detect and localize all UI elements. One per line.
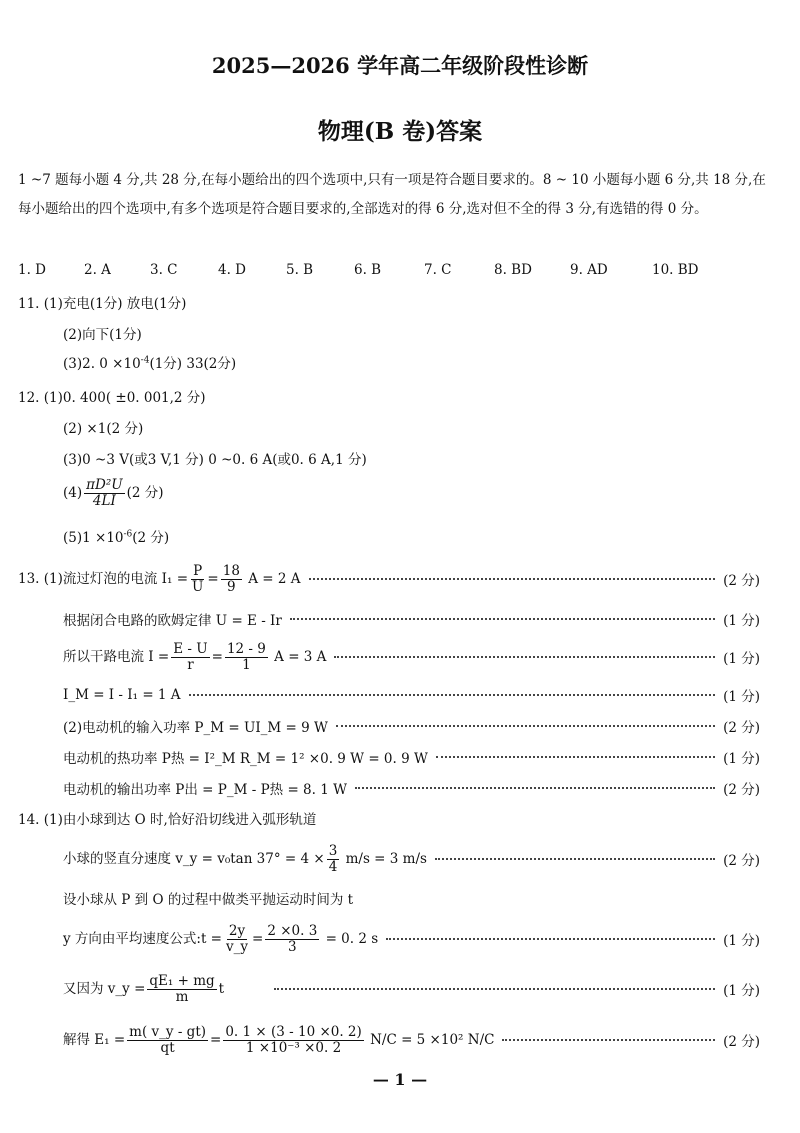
q14-r4a: y 方向由平均速度公式:t = bbox=[63, 930, 222, 947]
q12-line-1: 12. (1)0. 400( ±0. 001,2 分) bbox=[18, 390, 206, 406]
fraction-numerator: P bbox=[193, 562, 203, 579]
q13-r3a: 所以干路电流 I = bbox=[63, 648, 170, 665]
answer-item: 3. C bbox=[150, 262, 178, 278]
fraction-denominator: 1 ×10⁻³ ×0. 2 bbox=[245, 1039, 342, 1056]
dot-leader bbox=[435, 858, 715, 860]
q13-row-3 bbox=[63, 640, 760, 674]
answer-item: 6. B bbox=[354, 262, 382, 278]
answer-item: 4. D bbox=[218, 262, 246, 278]
q13-r1b: = bbox=[207, 570, 219, 587]
q13-r6-text: 电动机的热功率 P热 = I²_M R_M = 1² ×0. 9 W = 0. 9 W bbox=[63, 751, 428, 767]
q14-r5b: t bbox=[218, 980, 225, 997]
points-label: (1 分) bbox=[723, 613, 760, 629]
q14-r2b: m/s = 3 m/s bbox=[345, 850, 427, 867]
fraction-numerator: 2 ×0. 3 bbox=[267, 922, 318, 939]
q11-l3-tail: (1分) 33(2分) bbox=[149, 356, 237, 372]
choice-answers bbox=[18, 262, 778, 278]
points-label: (2 分) bbox=[723, 720, 760, 736]
fraction-denominator: qt bbox=[160, 1039, 175, 1056]
fraction-denominator: m bbox=[175, 988, 189, 1005]
q12-line-2: (2) ×1(2 分) bbox=[63, 421, 144, 437]
q13-r1c: A = 2 A bbox=[248, 570, 301, 587]
formula-fraction bbox=[327, 844, 340, 875]
points-label: (2 分) bbox=[723, 782, 760, 798]
points-label: (1 分) bbox=[723, 751, 760, 767]
fraction-numerator: m( v_y - gt) bbox=[129, 1023, 207, 1040]
q14-row-6 bbox=[63, 1020, 760, 1060]
formula-fraction bbox=[265, 924, 319, 955]
page-subtitle: 物理(B 卷)答案 bbox=[317, 118, 483, 145]
dot-leader bbox=[336, 725, 715, 727]
points-label: (1 分) bbox=[723, 651, 760, 667]
dot-leader bbox=[436, 756, 715, 758]
formula-fraction bbox=[224, 924, 250, 955]
answer-item: 10. BD bbox=[652, 262, 699, 278]
q14-line-3: 设小球从 P 到 O 的过程中做类平抛运动时间为 t bbox=[63, 892, 354, 908]
formula-fraction bbox=[190, 564, 205, 595]
q13-row-1 bbox=[18, 562, 760, 596]
q13-r1a: 13. (1)流过灯泡的电流 I₁ = bbox=[18, 570, 189, 587]
q13-r4-text: I_M = I - I₁ = 1 A bbox=[63, 687, 181, 703]
q11-line-3 bbox=[63, 352, 236, 372]
page-number: — 1 — bbox=[372, 1070, 428, 1089]
fraction-denominator: r bbox=[187, 656, 194, 673]
dot-leader bbox=[502, 1039, 715, 1041]
fraction-numerator: 3 bbox=[328, 842, 338, 859]
q11-l3-exp: -4 bbox=[140, 355, 150, 366]
dot-leader bbox=[290, 618, 715, 620]
q12-l4-pre: (4) bbox=[63, 485, 83, 501]
q14-r2a: 小球的竖直分速度 v_y = v₀tan 37° = 4 × bbox=[63, 850, 325, 867]
q14-r6c: N/C = 5 ×10² N/C bbox=[370, 1031, 495, 1048]
points-label: (1 分) bbox=[723, 689, 760, 705]
points-label: (1 分) bbox=[723, 933, 760, 949]
q14-row-5 bbox=[63, 970, 760, 1008]
q11-l3-text: (3)2. 0 ×10 bbox=[63, 356, 141, 372]
q13-r3c: A = 3 A bbox=[274, 648, 327, 665]
answer-item: 1. D bbox=[18, 262, 46, 278]
dot-leader bbox=[355, 787, 715, 789]
fraction-denominator: 4 bbox=[328, 858, 338, 875]
q14-r6-text bbox=[63, 1025, 494, 1056]
q13-row-2 bbox=[63, 606, 760, 632]
fraction-numerator: 18 bbox=[222, 562, 240, 579]
fraction-denominator: 1 bbox=[242, 656, 251, 673]
q13-r2-text: 根据闭合电路的欧姆定律 U = E - Ir bbox=[63, 613, 282, 629]
q14-r2-text bbox=[63, 844, 427, 875]
q14-r4c: = 0. 2 s bbox=[325, 930, 379, 947]
dot-leader bbox=[189, 694, 716, 696]
q14-r5-text bbox=[63, 974, 224, 1005]
formula-fraction bbox=[221, 564, 242, 595]
answer-item: 8. BD bbox=[494, 262, 532, 278]
fraction-numerator: πD²U bbox=[86, 477, 123, 493]
q12-l5-exp: -6 bbox=[123, 529, 133, 540]
q14-row-4 bbox=[63, 920, 760, 958]
dot-leader bbox=[334, 656, 715, 658]
points-label: (1 分) bbox=[723, 983, 760, 999]
q11-line-1: 11. (1)充电(1分) 放电(1分) bbox=[18, 296, 187, 312]
q14-r5a: 又因为 v_y = bbox=[63, 980, 146, 997]
answer-item: 9. AD bbox=[570, 262, 608, 278]
q14-line-1: 14. (1)由小球到达 O 时,恰好沿切线进入弧形轨道 bbox=[18, 812, 317, 828]
q12-line-4 bbox=[63, 478, 164, 509]
q14-r6b: = bbox=[210, 1031, 222, 1048]
q13-r1-text bbox=[18, 564, 301, 595]
formula-fraction bbox=[127, 1025, 208, 1056]
q13-row-5 bbox=[63, 713, 760, 739]
fraction-denominator: 4LI bbox=[92, 493, 116, 509]
q13-row-4 bbox=[63, 682, 760, 708]
dot-leader bbox=[386, 938, 715, 940]
q12-l5-text: (5)1 ×10 bbox=[63, 530, 124, 546]
fraction-numerator: 2y bbox=[228, 922, 246, 939]
dot-leader bbox=[309, 578, 716, 580]
fraction-numerator: 12 - 9 bbox=[226, 640, 266, 657]
formula-fraction bbox=[147, 974, 216, 1005]
points-label: (2 分) bbox=[723, 853, 760, 869]
points-label: (2 分) bbox=[723, 573, 760, 589]
q13-row-7 bbox=[63, 775, 760, 801]
q14-r6a: 解得 E₁ = bbox=[63, 1031, 126, 1048]
fraction-denominator: U bbox=[192, 578, 204, 595]
formula-fraction bbox=[223, 1025, 363, 1056]
points-label: (2 分) bbox=[723, 1034, 760, 1050]
q14-row-2 bbox=[63, 840, 760, 878]
fraction-denominator: v_y bbox=[226, 938, 249, 955]
fraction-denominator: 3 bbox=[288, 938, 297, 955]
formula-fraction bbox=[225, 642, 268, 673]
instructions-paragraph: 1 ~7 题每小题 4 分,共 28 分,在每小题给出的四个选项中,只有一项是符合题目要求的。8 ~ 10 小题每小题 6 分,共 18 分,在每小题给出的四个选项中,有多个选项是符合题目要求的,全部选对的得 6 分,选对但不全的得 3 分,有选错的得 0 分。 bbox=[18, 172, 766, 217]
fraction-numerator: qE₁ + mg bbox=[149, 972, 215, 989]
dot-leader bbox=[274, 988, 715, 990]
q11-line-2: (2)向下(1分) bbox=[63, 327, 142, 343]
answer-item: 2. A bbox=[84, 262, 111, 278]
formula-fraction bbox=[171, 642, 209, 673]
q13-r5-text: (2)电动机的输入功率 P_M = UI_M = 9 W bbox=[63, 720, 328, 736]
q13-r3b: = bbox=[211, 648, 223, 665]
formula-fraction bbox=[84, 478, 125, 509]
q12-line-5 bbox=[63, 526, 169, 546]
page-title: 2025—2026 学年高二年级阶段性诊断 bbox=[211, 53, 589, 78]
fraction-numerator: 0. 1 × (3 - 10 ×0. 2) bbox=[225, 1023, 362, 1040]
q14-r4b: = bbox=[252, 930, 264, 947]
q12-l4-post: (2 分) bbox=[126, 485, 164, 501]
fraction-numerator: E - U bbox=[173, 640, 208, 657]
q13-row-6 bbox=[63, 744, 760, 770]
q14-r4-text bbox=[63, 924, 378, 955]
answer-item: 7. C bbox=[424, 262, 452, 278]
q12-l5-tail: (2 分) bbox=[132, 530, 170, 546]
fraction-denominator: 9 bbox=[227, 578, 236, 595]
answer-item: 5. B bbox=[286, 262, 314, 278]
q13-r3-text bbox=[63, 642, 326, 673]
q12-line-3: (3)0 ~3 V(或3 V,1 分) 0 ~0. 6 A(或0. 6 A,1 分) bbox=[63, 452, 367, 468]
q13-r7-text: 电动机的输出功率 P出 = P_M - P热 = 8. 1 W bbox=[63, 782, 347, 798]
